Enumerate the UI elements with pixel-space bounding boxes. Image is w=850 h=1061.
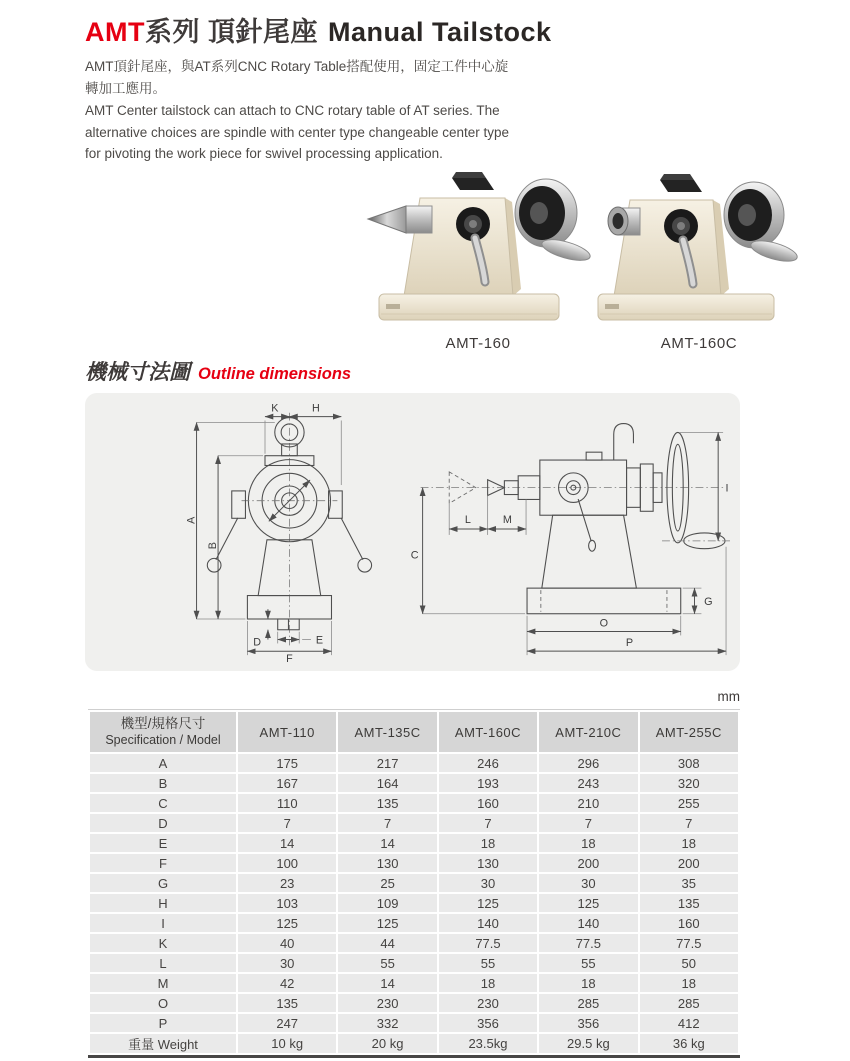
dim-label-H: H xyxy=(311,402,320,415)
column-header-model: AMT-135C xyxy=(338,712,436,752)
product-label: AMT-160C xyxy=(660,335,738,352)
spec-cell: 55 xyxy=(439,954,537,972)
spec-cell: 40 xyxy=(238,934,336,952)
row-label: L xyxy=(90,954,236,972)
spec-cell: 412 xyxy=(640,1014,738,1032)
specification-table xyxy=(88,710,740,1055)
row-label: O xyxy=(90,994,236,1012)
section-heading xyxy=(85,356,351,386)
spec-cell: 125 xyxy=(539,894,637,912)
row-label: P xyxy=(90,1014,236,1032)
row-label: G xyxy=(90,874,236,892)
spec-cell: 230 xyxy=(439,994,537,1012)
dim-label-G: G xyxy=(704,595,713,608)
column-header-model: AMT-210C xyxy=(539,712,637,752)
spec-cell: 109 xyxy=(338,894,436,912)
row-label: E xyxy=(90,834,236,852)
product-photo-amt-160 xyxy=(360,156,596,352)
section-heading-chinese: 機械寸法圖 xyxy=(85,361,190,384)
table-row xyxy=(90,774,738,792)
front-view-drawing xyxy=(167,399,407,663)
tailstock-photo-changeable-center xyxy=(596,160,802,328)
spec-cell: 30 xyxy=(238,954,336,972)
table-body xyxy=(90,712,738,1053)
spec-cell: 230 xyxy=(338,994,436,1012)
side-view-dimensions xyxy=(411,432,729,655)
top-clamp-block xyxy=(452,178,494,190)
spec-cell: 125 xyxy=(238,914,336,932)
table-row xyxy=(90,854,738,872)
spec-title-english: Specification / Model xyxy=(105,732,221,747)
table-row xyxy=(90,1014,738,1032)
table-row xyxy=(90,934,738,952)
description-chinese: AMT頂針尾座，與AT系列CNC Rotary Table搭配使用，固定工件中心旋轉加工應用。 xyxy=(85,59,509,96)
row-label: F xyxy=(90,854,236,872)
spec-cell: 308 xyxy=(640,754,738,772)
top-clamp-block xyxy=(660,180,702,192)
dim-label-F: F xyxy=(286,653,293,663)
column-header-model: AMT-255C xyxy=(640,712,738,752)
spec-cell: 135 xyxy=(338,794,436,812)
hollow-center-opening xyxy=(608,207,640,235)
spec-cell: 18 xyxy=(539,834,637,852)
spec-cell: 7 xyxy=(338,814,436,832)
t-slot-notch xyxy=(605,304,619,309)
spec-cell: 7 xyxy=(439,814,537,832)
spec-cell: 10 kg xyxy=(238,1034,336,1053)
section-heading-english: Outline dimensions xyxy=(198,365,352,383)
spec-cell: 125 xyxy=(338,914,436,932)
product-label: AMT-160 xyxy=(445,335,511,352)
spec-cell: 125 xyxy=(439,894,537,912)
table-row xyxy=(90,894,738,912)
spec-cell: 30 xyxy=(439,874,537,892)
description-english: AMT Center tailstock can attach to CNC rotary table of AT series. The alternative choices are spindle with center type changeable center type for pivoting the work piece for swivel processing application. xyxy=(85,102,510,162)
spec-cell: 285 xyxy=(640,994,738,1012)
dim-label-D: D xyxy=(253,636,262,649)
spec-cell: 25 xyxy=(338,874,436,892)
spec-cell: 135 xyxy=(238,994,336,1012)
side-view-drawing xyxy=(393,397,733,663)
spec-cell: 18 xyxy=(640,974,738,992)
title-series-text: 系列 頂針尾座 xyxy=(144,17,318,47)
dim-label-E: E xyxy=(315,634,324,647)
spec-cell: 30 xyxy=(539,874,637,892)
spec-cell: 18 xyxy=(539,974,637,992)
spec-cell: 18 xyxy=(640,834,738,852)
spec-cell: 320 xyxy=(640,774,738,792)
table-row xyxy=(90,1034,738,1053)
spec-cell: 164 xyxy=(338,774,436,792)
spec-cell: 200 xyxy=(640,854,738,872)
bent-handle xyxy=(614,424,634,460)
row-label: D xyxy=(90,814,236,832)
page-title xyxy=(85,10,552,49)
row-label: H xyxy=(90,894,236,912)
spec-cell: 77.5 xyxy=(439,934,537,952)
spec-cell: 14 xyxy=(238,834,336,852)
spec-cell: 356 xyxy=(539,1014,637,1032)
spec-cell: 210 xyxy=(539,794,637,812)
spec-cell: 44 xyxy=(338,934,436,952)
dim-label-C: C xyxy=(410,549,419,562)
row-label: C xyxy=(90,794,236,812)
spec-cell: 200 xyxy=(539,854,637,872)
row-label: M xyxy=(90,974,236,992)
spec-cell: 135 xyxy=(640,894,738,912)
spec-cell: 130 xyxy=(338,854,436,872)
spec-cell: 130 xyxy=(439,854,537,872)
spec-cell: 217 xyxy=(338,754,436,772)
outline-dimensions-panel xyxy=(85,393,740,671)
front-view-outline xyxy=(207,413,371,649)
dim-label-A: A xyxy=(185,516,198,524)
dim-label-I: I xyxy=(725,482,729,495)
product-description xyxy=(85,56,519,165)
spec-cell: 285 xyxy=(539,994,637,1012)
spec-cell: 20 kg xyxy=(338,1034,436,1053)
spec-cell: 77.5 xyxy=(539,934,637,952)
spec-cell: 23.5kg xyxy=(439,1034,537,1053)
table-row xyxy=(90,954,738,972)
row-label: A xyxy=(90,754,236,772)
tailstock-photo-with-center xyxy=(360,156,596,328)
row-label: B xyxy=(90,774,236,792)
table-row xyxy=(90,914,738,932)
spec-cell: 332 xyxy=(338,1014,436,1032)
dim-label-L: L xyxy=(464,514,471,527)
base xyxy=(379,294,559,320)
spec-cell: 356 xyxy=(439,1014,537,1032)
spec-cell: 175 xyxy=(238,754,336,772)
base xyxy=(598,294,774,320)
center-bore xyxy=(613,213,624,229)
t-slot-notch xyxy=(386,304,400,309)
row-label: K xyxy=(90,934,236,952)
column-header-model: AMT-110 xyxy=(238,712,336,752)
spec-cell: 18 xyxy=(439,834,537,852)
spec-cell: 50 xyxy=(640,954,738,972)
spec-title-cell xyxy=(90,712,236,752)
spec-cell: 255 xyxy=(640,794,738,812)
spec-cell: 246 xyxy=(439,754,537,772)
spec-cell: 29.5 kg xyxy=(539,1034,637,1053)
center-point-cone xyxy=(368,206,406,233)
handwheel xyxy=(724,182,799,265)
spec-cell: 77.5 xyxy=(640,934,738,952)
spec-cell: 140 xyxy=(539,914,637,932)
spec-cell: 23 xyxy=(238,874,336,892)
spec-cell: 296 xyxy=(539,754,637,772)
center-spindle xyxy=(368,206,432,233)
spec-cell: 110 xyxy=(238,794,336,812)
column-header-model: AMT-160C xyxy=(439,712,537,752)
title-model-text: AMT xyxy=(85,17,145,47)
table-row xyxy=(90,754,738,772)
spec-cell: 35 xyxy=(640,874,738,892)
spec-cell: 7 xyxy=(539,814,637,832)
spec-cell: 7 xyxy=(238,814,336,832)
row-label: 重量 Weight xyxy=(90,1034,236,1053)
table-row xyxy=(90,994,738,1012)
spec-cell: 167 xyxy=(238,774,336,792)
spec-cell: 243 xyxy=(539,774,637,792)
spec-cell: 100 xyxy=(238,854,336,872)
spec-cell: 103 xyxy=(238,894,336,912)
dim-label-K: K xyxy=(271,402,279,415)
spec-cell: 193 xyxy=(439,774,537,792)
unit-label: mm xyxy=(717,689,740,704)
spec-cell: 18 xyxy=(439,974,537,992)
product-photo-amt-160c xyxy=(596,160,802,352)
spec-cell: 14 xyxy=(338,834,436,852)
dim-label-P: P xyxy=(625,637,634,650)
handwheel-grip xyxy=(540,235,592,264)
table-row xyxy=(90,794,738,812)
spec-title-chinese: 機型/規格尺寸 xyxy=(120,715,206,731)
title-english-text: Manual Tailstock xyxy=(328,17,552,47)
handwheel-grip xyxy=(749,237,800,266)
table-row xyxy=(90,974,738,992)
spec-cell: 36 kg xyxy=(640,1034,738,1053)
handwheel xyxy=(515,179,592,265)
spec-cell: 160 xyxy=(439,794,537,812)
spec-cell: 55 xyxy=(539,954,637,972)
spec-cell: 42 xyxy=(238,974,336,992)
dim-label-B: B xyxy=(207,542,220,550)
spec-cell: 247 xyxy=(238,1014,336,1032)
spec-cell: 7 xyxy=(640,814,738,832)
dim-label-O: O xyxy=(599,617,609,630)
spec-cell: 55 xyxy=(338,954,436,972)
table-header-row xyxy=(90,712,738,752)
spec-cell: 140 xyxy=(439,914,537,932)
table-row xyxy=(90,834,738,852)
spec-cell: 160 xyxy=(640,914,738,932)
dim-label-M: M xyxy=(502,514,512,527)
spec-table-wrapper xyxy=(88,709,740,1058)
spec-cell: 14 xyxy=(338,974,436,992)
row-label: I xyxy=(90,914,236,932)
table-row xyxy=(90,874,738,892)
table-row xyxy=(90,814,738,832)
